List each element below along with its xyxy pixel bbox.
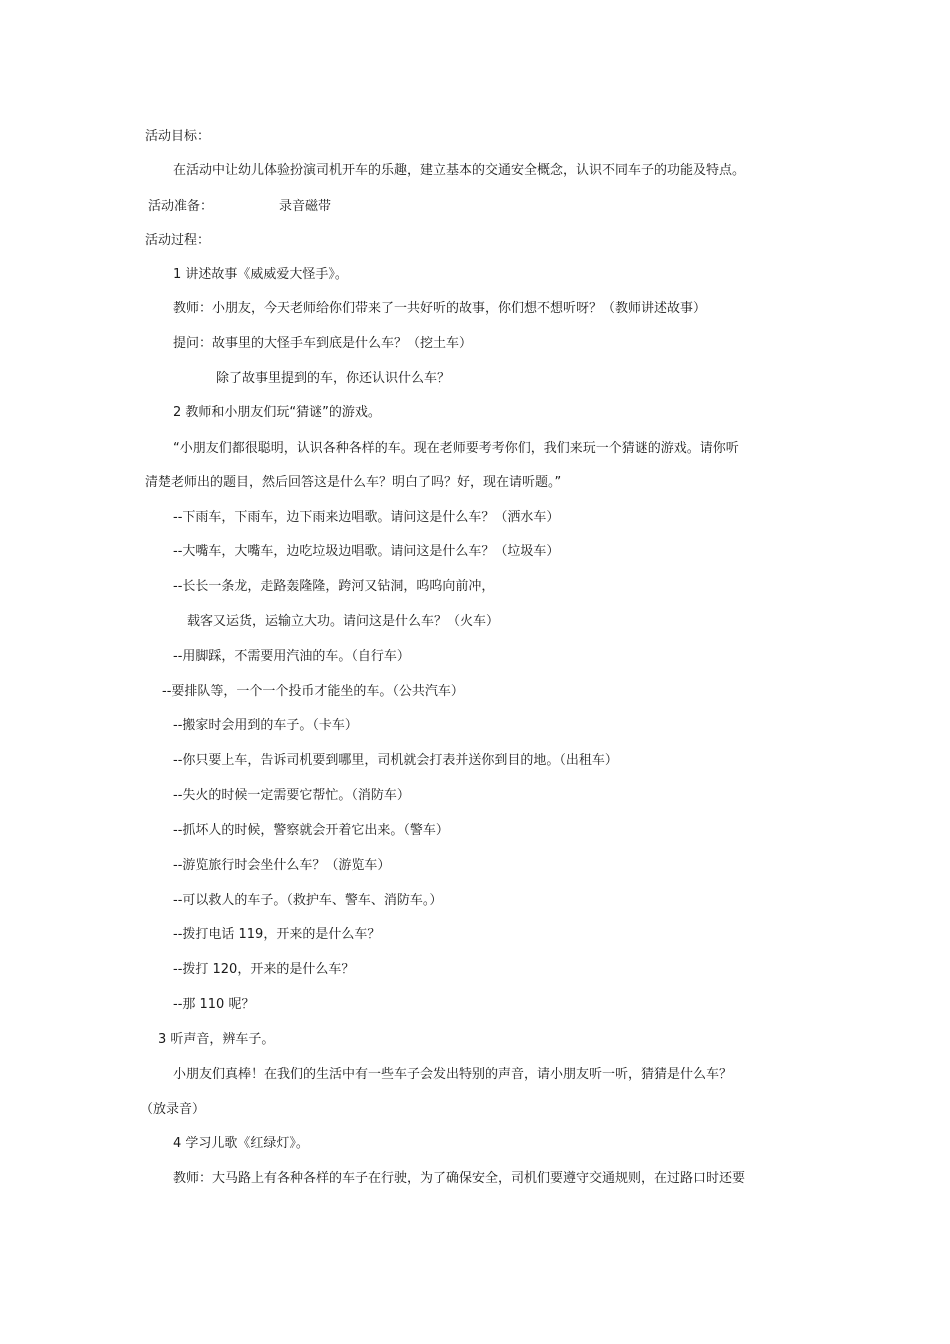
riddle-10: --游览旅行时会坐什么车？（游览车） bbox=[173, 858, 391, 873]
riddle-14: --那 110 呢？ bbox=[173, 997, 255, 1012]
step2-title: 2 教师和小朋友们玩“猜谜”的游戏。 bbox=[173, 405, 381, 420]
riddle-12: --拨打电话 119，开来的是什么车？ bbox=[173, 927, 381, 942]
riddle-8: --失火的时候一定需要它帮忙。（消防车） bbox=[173, 788, 410, 803]
step3-title: 3 听声音，辨车子。 bbox=[158, 1032, 275, 1047]
riddle-13: --拨打 120，开来的是什么车？ bbox=[173, 962, 355, 977]
step1-question2: 除了故事里提到的车，你还认识什么车？ bbox=[216, 371, 451, 386]
step1-title: 1 讲述故事《威威爱大怪手》。 bbox=[173, 267, 348, 282]
step4-teacher: 教师：大马路上有各种各样的车子在行驶，为了确保安全，司机们要遵守交通规则，在过路口时还要 bbox=[173, 1171, 746, 1186]
prep-value: 录音磁带 bbox=[279, 199, 332, 214]
goal-text: 在活动中让幼儿体验扮演司机开车的乐趣，建立基本的交通安全概念，认识不同车子的功能及特点。 bbox=[173, 163, 746, 178]
goal-heading: 活动目标： bbox=[145, 129, 211, 144]
process-heading: 活动过程： bbox=[145, 233, 211, 248]
prep-line bbox=[148, 198, 331, 216]
step1-teacher: 教师：小朋友，今天老师给你们带来了一共好听的故事，你们想不想听呀？（教师讲述故事） bbox=[173, 301, 707, 316]
riddle-11: --可以救人的车子。（救护车、警车、消防车。） bbox=[173, 893, 443, 908]
step2-intro-line1: “小朋友们都很聪明，认识各种各样的车。现在老师要考考你们，我们来玩一个猜谜的游戏。请你听 bbox=[173, 441, 739, 456]
riddle-5: --要排队等，一个一个投币才能坐的车。（公共汽车） bbox=[162, 684, 464, 699]
riddle-2: --大嘴车，大嘴车，边吃垃圾边唱歌。请问这是什么车？（垃圾车） bbox=[173, 544, 560, 559]
riddle-9: --抓坏人的时候，警察就会开着它出来。（警车） bbox=[173, 823, 449, 838]
riddle-1: --下雨车，下雨车，边下雨来边唱歌。请问这是什么车？（洒水车） bbox=[173, 510, 560, 525]
prep-label: 活动准备： bbox=[148, 199, 214, 214]
riddle-7: --你只要上车，告诉司机要到哪里，司机就会打表并送你到目的地。（出租车） bbox=[173, 753, 618, 768]
step4-title: 4 学习儿歌《红绿灯》。 bbox=[173, 1136, 309, 1151]
riddle-6: --搬家时会用到的车子。（卡车） bbox=[173, 718, 358, 733]
step2-intro-line2: 清楚老师出的题目，然后回答这是什么车？明白了吗？好，现在请听题。” bbox=[145, 475, 562, 490]
step3-text-line1: 小朋友们真棒！在我们的生活中有一些车子会发出特别的声音，请小朋友听一听，猜猜是什么车？ bbox=[173, 1067, 733, 1082]
step1-question: 提问：故事里的大怪手车到底是什么车？（挖土车） bbox=[173, 336, 473, 351]
riddle-4: --用脚踩，不需要用汽油的车。（自行车） bbox=[173, 649, 410, 664]
riddle-3b: 载客又运货，运输立大功。请问这是什么车？（火车） bbox=[187, 614, 500, 629]
step3-text-line2: （放录音） bbox=[140, 1102, 206, 1117]
riddle-3a: --长长一条龙，走路轰隆隆，跨河又钻洞，呜呜向前冲， bbox=[173, 579, 495, 594]
